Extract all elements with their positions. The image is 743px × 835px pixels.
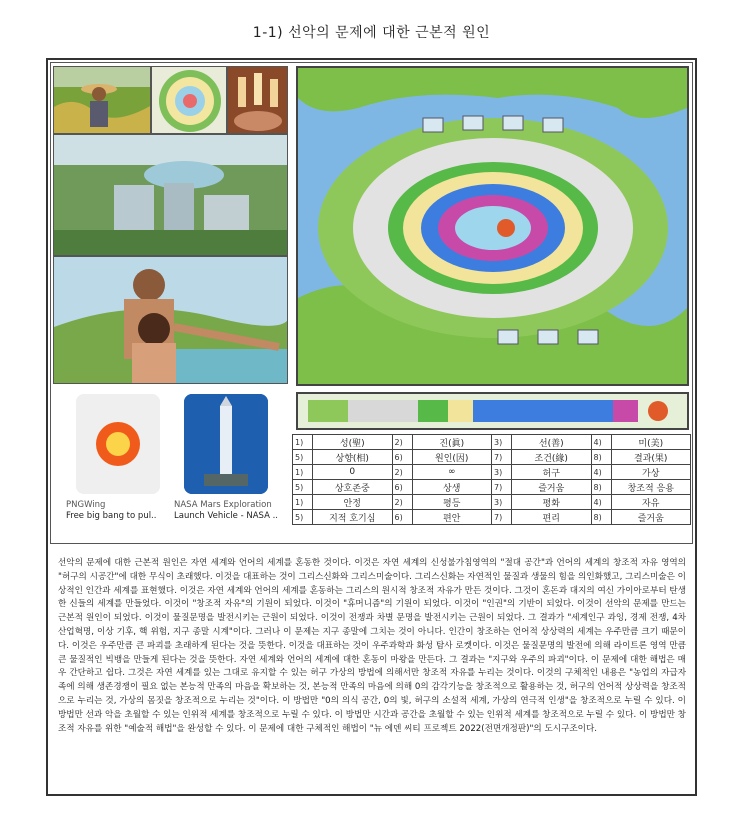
cell-number: 3) bbox=[492, 465, 512, 480]
cell-number: 7) bbox=[492, 450, 512, 465]
value-table bbox=[292, 434, 691, 525]
cell-value: 조건(緣) bbox=[512, 450, 592, 465]
cell-value: ∞ bbox=[412, 465, 492, 480]
cell-number: 5) bbox=[293, 450, 313, 465]
cell-value: 선(善) bbox=[512, 435, 592, 450]
cell-value: 편리 bbox=[512, 510, 592, 525]
cell-value: 진(眞) bbox=[412, 435, 492, 450]
cell-value: 상호존중 bbox=[313, 480, 393, 495]
card-caption: Free big bang to pul.. bbox=[66, 511, 157, 521]
table-row bbox=[293, 450, 691, 465]
cell-number: 5) bbox=[293, 510, 313, 525]
cell-value: 원인(因) bbox=[412, 450, 492, 465]
search-card-big-bang[interactable] bbox=[66, 394, 176, 534]
cell-number: 6) bbox=[392, 480, 412, 495]
cell-number: 4) bbox=[591, 495, 611, 510]
rocket-thumbnail bbox=[184, 394, 268, 494]
cell-number: 2) bbox=[392, 435, 412, 450]
cell-number: 2) bbox=[392, 465, 412, 480]
cell-value: 미(美) bbox=[611, 435, 691, 450]
table-row bbox=[293, 465, 691, 480]
cell-number: 6) bbox=[392, 510, 412, 525]
cell-number: 2) bbox=[392, 495, 412, 510]
farmer-photo bbox=[53, 66, 151, 134]
cell-value: 안정 bbox=[313, 495, 393, 510]
cell-number: 5) bbox=[293, 480, 313, 495]
cell-value: 평화 bbox=[512, 495, 592, 510]
cell-number: 8) bbox=[591, 480, 611, 495]
cell-number: 4) bbox=[591, 465, 611, 480]
cell-value: 자유 bbox=[611, 495, 691, 510]
cell-number: 3) bbox=[492, 435, 512, 450]
cell-value: 편안 bbox=[412, 510, 492, 525]
cell-number: 4) bbox=[591, 435, 611, 450]
cell-number: 1) bbox=[293, 465, 313, 480]
cell-number: 7) bbox=[492, 480, 512, 495]
cell-value: 결과(果) bbox=[611, 450, 691, 465]
cell-value: 성(聖) bbox=[313, 435, 393, 450]
cell-value: 상생 bbox=[412, 480, 492, 495]
cell-number: 1) bbox=[293, 495, 313, 510]
cell-value: 창조적 응용 bbox=[611, 480, 691, 495]
table-row bbox=[293, 510, 691, 525]
cell-number: 8) bbox=[591, 510, 611, 525]
cell-number: 1) bbox=[293, 435, 313, 450]
cell-value: 가상 bbox=[611, 465, 691, 480]
cell-value: 즐거움 bbox=[611, 510, 691, 525]
cell-value: 지적 호기심 bbox=[313, 510, 393, 525]
cell-value: 0 bbox=[313, 465, 393, 480]
table-row bbox=[293, 480, 691, 495]
circle-plan-image bbox=[151, 66, 227, 134]
page-title: 1-1) 선악의 문제에 대한 근본적 원인 bbox=[252, 25, 491, 41]
future-city-photo bbox=[53, 134, 288, 256]
city-plan-map bbox=[296, 66, 689, 386]
cell-number: 3) bbox=[492, 495, 512, 510]
body-paragraph: 선악의 문제에 대한 근본적 원인은 자연 세계와 언어의 세계를 혼동한 것이다. 이것은 자연 세계의 신성불가침영역의 "절대 공간"과 언어의 세계의 창조적 자유 영역의 "허구의 시공간"에 대한 무식이 초래했다. 이것을 대표하는 것이 그리스신화와 그리스미술이다. 그리스신화는 자연적인 물질과 생물의 힘을 의인화했고, 그리스미술은 이상적인 인간과 세계를 표현했다. 이것은 자연 세계와 언어의 세계를 혼동하는 그리스의 원시적 창조적 자유가 만든 것이다. 그것이 혼돈과 대지의 여신 가이아로부터 탄생한 신들의 세계를 만들었다. 이것이 "창조적 자유"의 기원이 되었다. 이것이 "휴머니즘"의 기원이 되었다. 이것이 "인권"의 기반이 되었다. 이것이 선악의 문제를 만드는 근본적 원인이 되었다. 이것이 물질문명을 발전시키는 근원이 되었다. 이것이 전쟁과 차별 문명을 발전시키는 근원이 되었다. 그 결과가 "세계인구 과잉, 경제 전쟁, 4차 산업혁명, 이상 기후, 핵 위험, 지구 종말 시계"이다. 그러나 이 문제는 지구 종말에 그치는 것이 아니다. 인간이 창조하는 언어적 상상력의 세계는 우주만큼 크기 때문이다. 이것은 우주만큼 큰 파괴를 초래하게 된다는 것을 뜻한다. 이것을 대표하는 것이 우주과학과 화성 탐사 로켓이다. 이것은 물질문명의 발전에 의해 라이트론 영역 만큼 큰 물질적인 빅뱅을 만들게 된다는 것을 뜻한다. 자연 세계와 언어의 세계에 대한 혼동이 마왕을 만든다. 그 결과는 "지구와 우주의 파괴"이다. 이 문제에 대한 해법은 매우 간단하고 쉽다. 그것은 자연 세계를 있는 그대로 유지할 수 있는 허구 가상의 방법에 의해서만 창조적 자유를 누리는 것이다. 이것의 구체적인 내용은 "농업의 자급자족에 의해 생존경쟁이 필요 없는 본능적 만족의 마음을 확보하는 것, 본능적 만족의 마음에 의해 0의 감각기능을 창조적으로 활용하는 것, 허구의 언어적 상상력을 창조적으로 누리는 것, 가상의 몸짓을 창조적으로 누리는 것"이다. 이 방법만 "0의 의식 공간, 0의 빛, 허구의 소설적 세계, 가상의 연극적 인생"을 창조적으로 누릴 수 있다. 이 방법만 선과 악을 초월할 수 있는 인위적 세계를 창조적으로 누릴 수 있다. 이 방법만 시간과 공간을 초월할 수 있는 인위적 세계를 창조적으로 누릴 수 있다. 이 방법만 창조적 자유를 위한 "예술적 해법"을 완성할 수 있다. 이 문제에 대한 구체적인 해법이 "뉴 에덴 씨티 프로젝트 2022(전면개정판)"의 도시구조이다. bbox=[58, 558, 686, 734]
cell-value: 평등 bbox=[412, 495, 492, 510]
search-card-launch-vehicle[interactable] bbox=[174, 394, 284, 534]
cell-number: 6) bbox=[392, 450, 412, 465]
toast-photo bbox=[227, 66, 288, 134]
card-caption: Launch Vehicle - NASA .. bbox=[174, 511, 278, 521]
table-row bbox=[293, 495, 691, 510]
cell-number: 7) bbox=[492, 510, 512, 525]
card-source: PNGWing bbox=[66, 500, 106, 510]
cell-value: 허구 bbox=[512, 465, 592, 480]
big-bang-thumbnail bbox=[76, 394, 160, 494]
cross-section-strip bbox=[296, 392, 689, 430]
adam-eve-painting bbox=[53, 256, 288, 384]
cell-number: 8) bbox=[591, 450, 611, 465]
table-row bbox=[293, 435, 691, 450]
cell-value: 상향(相) bbox=[313, 450, 393, 465]
card-source: NASA Mars Exploration bbox=[174, 500, 272, 510]
cell-value: 즐거움 bbox=[512, 480, 592, 495]
